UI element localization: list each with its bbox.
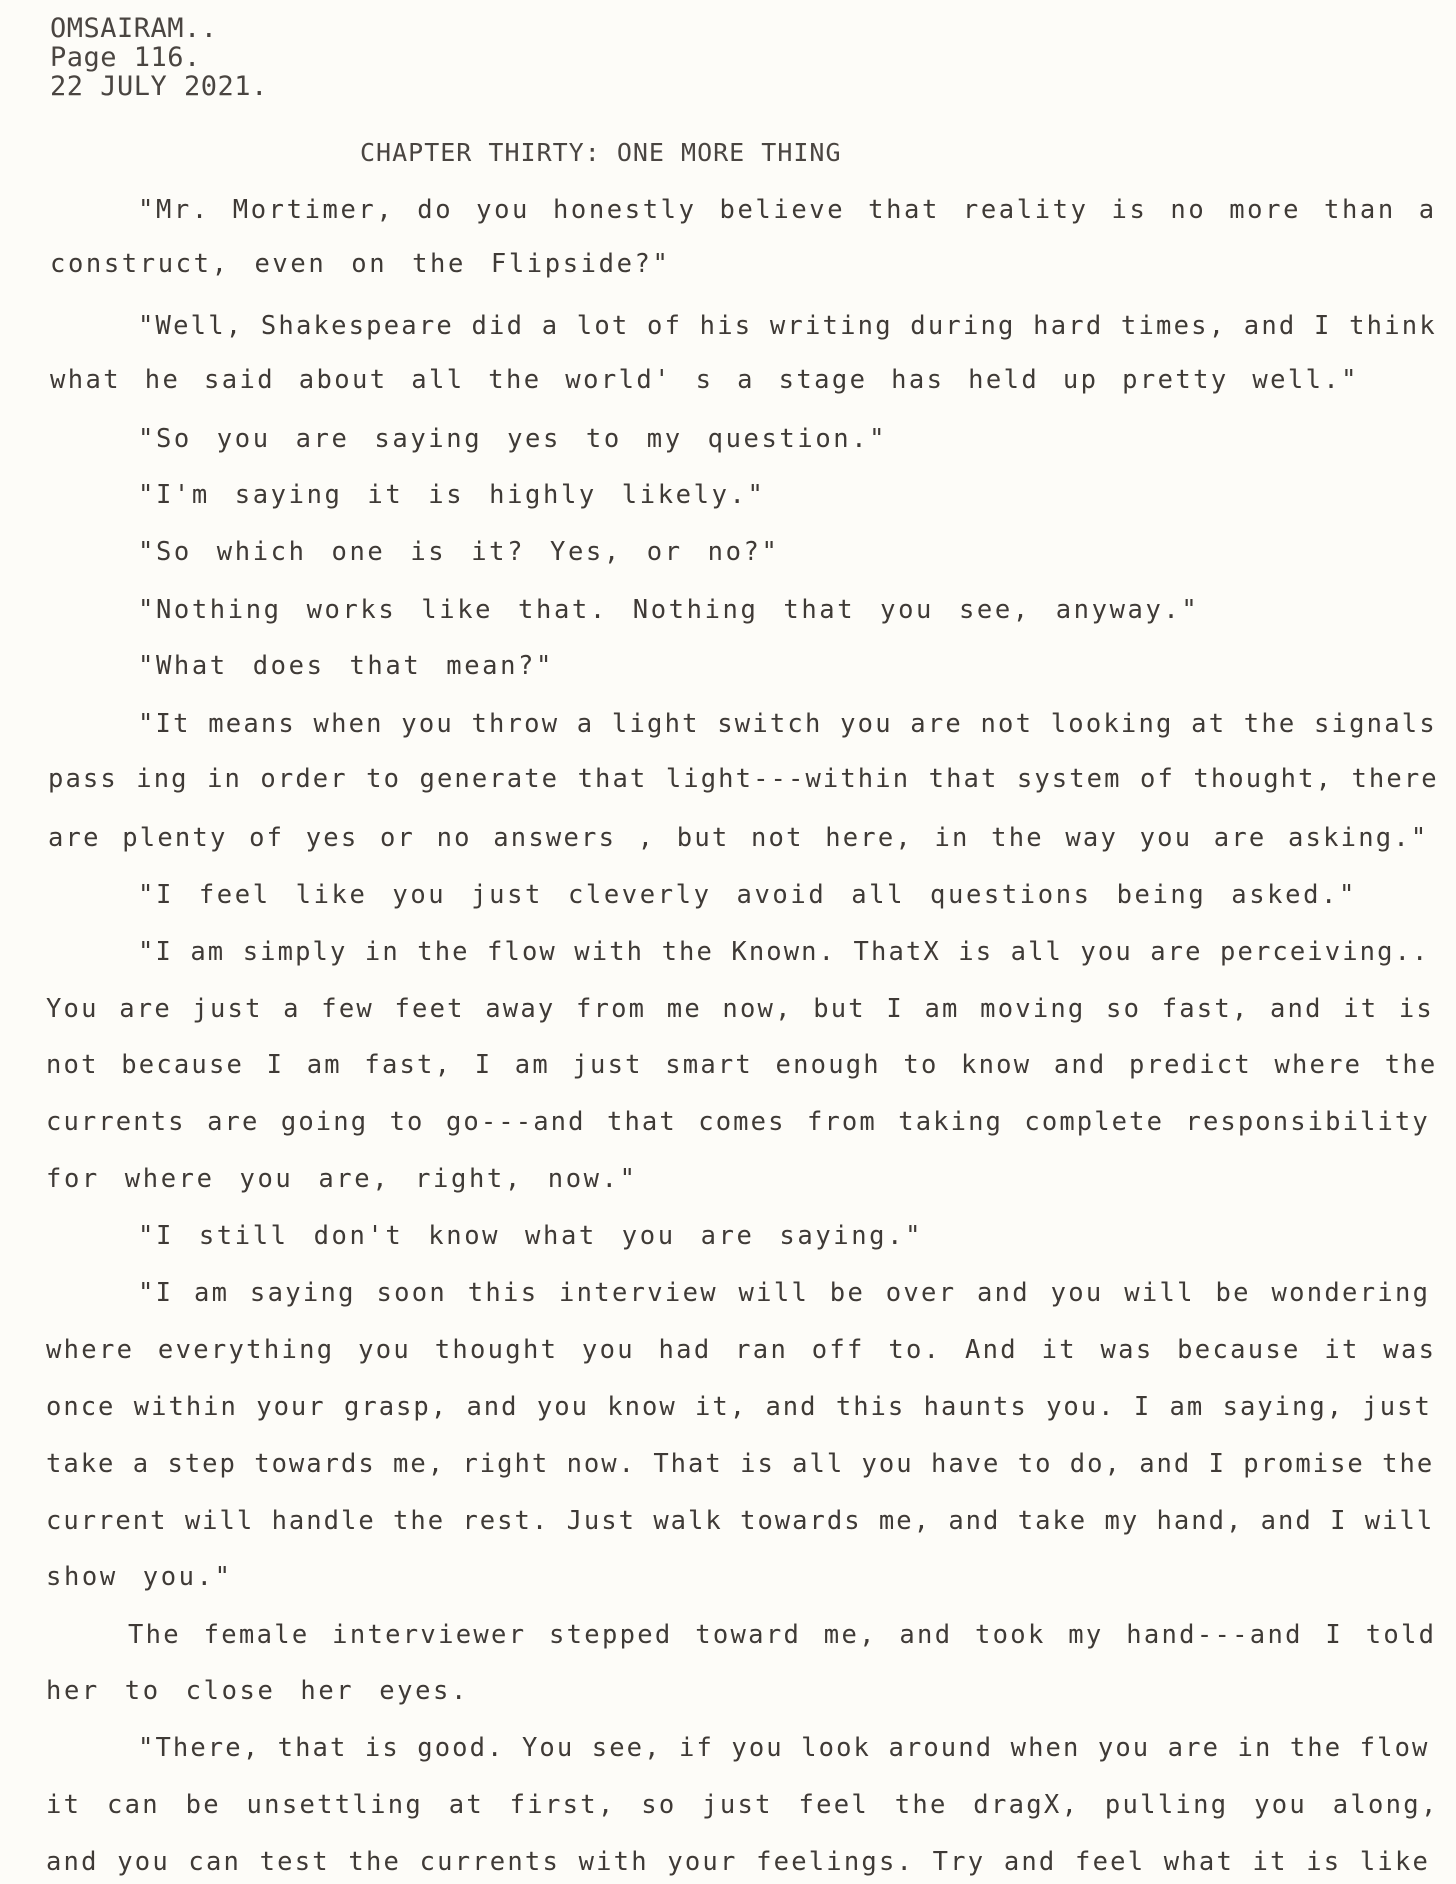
body-line: it can be unsettling at first, so just feel the dragX, pulling you along, xyxy=(46,1790,1439,1820)
body-line: construct, even on the Flipside?" xyxy=(50,249,671,279)
header-line-date: 22 JULY 2021. xyxy=(50,71,268,102)
body-line: her to close her eyes. xyxy=(46,1676,469,1706)
body-line: where everything you thought you had ran off to. And it was because it was xyxy=(46,1335,1437,1365)
body-line: The female interviewer stepped toward me, and took my hand---and I told xyxy=(128,1620,1437,1650)
body-line: "I'm saying it is highly likely." xyxy=(138,480,766,510)
body-line: "Well, Shakespeare did a lot of his writing during hard times, and I think xyxy=(138,311,1437,341)
body-line: "I am simply in the flow with the Known. ThatX is all you are perceiving.. xyxy=(138,937,1430,967)
body-line: "What does that mean?" xyxy=(138,651,554,681)
body-line: "So which one is it? Yes, or no?" xyxy=(138,537,780,567)
body-line: are plenty of yes or no answers , but not here, in the way you are asking." xyxy=(48,823,1429,853)
body-line: "So you are saying yes to my question." xyxy=(138,424,888,454)
body-line: "I still don't know what you are saying." xyxy=(138,1221,924,1251)
body-line: show you." xyxy=(46,1562,233,1592)
body-line: currents are going to go---and that comes from taking complete responsibility xyxy=(46,1107,1430,1137)
body-line: current will handle the rest. Just walk towards me, and take my hand, and I will xyxy=(46,1506,1435,1536)
body-line: not because I am fast, I am just smart enough to know and predict where the xyxy=(46,1050,1438,1080)
header-line-page-number: Page 116. xyxy=(50,42,201,73)
body-line: "I feel like you just cleverly avoid all questions being asked." xyxy=(138,880,1357,910)
header-line-omsairam: OMSAIRAM.. xyxy=(50,13,218,44)
body-line: "I am saying soon this interview will be over and you will be wondering xyxy=(138,1278,1431,1308)
body-line: for where you are, right, now." xyxy=(46,1164,638,1194)
body-line: "Nothing works like that. Nothing that you see, anyway." xyxy=(138,595,1200,625)
body-line: and you can test the currents with your feelings. Try and feel what it is like xyxy=(46,1847,1431,1877)
body-line: "It means when you throw a light switch you are not looking at the signals xyxy=(138,709,1437,739)
body-line: take a step towards me, right now. That is all you have to do, and I promise the xyxy=(46,1449,1435,1479)
body-line: "There, that is good. You see, if you look around when you are in the flow xyxy=(138,1733,1430,1763)
body-line: You are just a few feet away from me now, but I am moving so fast, and it is xyxy=(46,994,1434,1024)
page-header xyxy=(50,14,268,101)
chapter-title: CHAPTER THIRTY: ONE MORE THING xyxy=(360,138,842,167)
body-line: once within your grasp, and you know it, and this haunts you. I am saying, just xyxy=(46,1392,1432,1422)
body-line: pass ing in order to generate that light---within that system of thought, there xyxy=(48,764,1439,794)
body-line: "Mr. Mortimer, do you honestly believe that reality is no more than a xyxy=(138,195,1437,225)
body-line: what he said about all the world' s a stage has held up pretty well." xyxy=(50,365,1359,395)
